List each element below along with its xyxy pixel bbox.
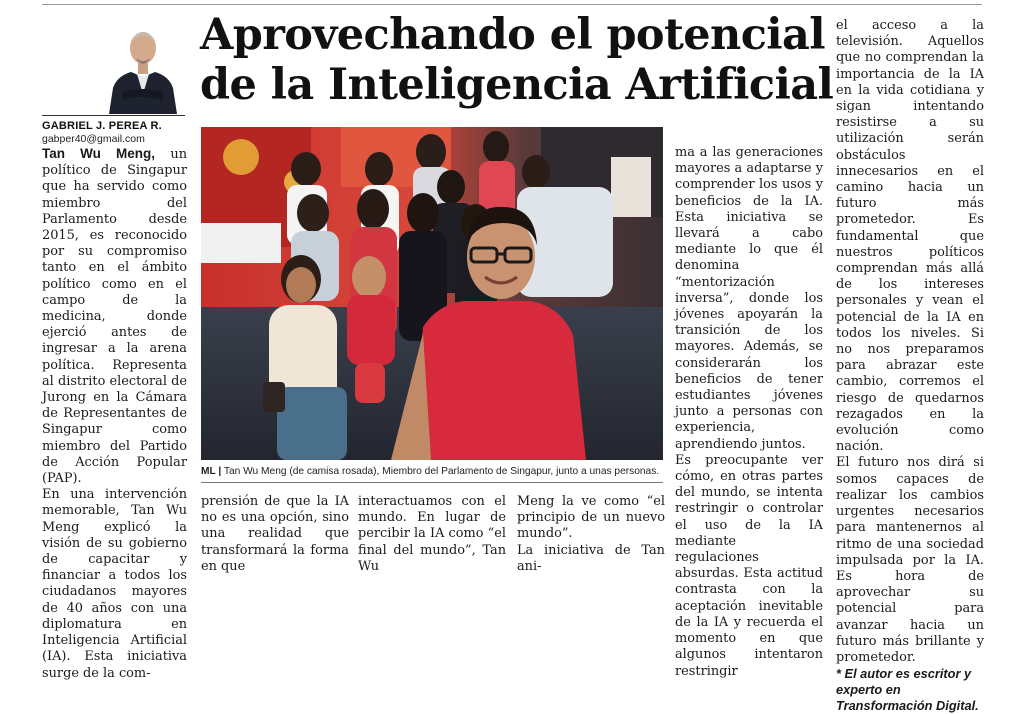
caption-text: Tan Wu Meng (de camisa rosada), Miembro del Parlamento de Singapur, junto a unas personas. (221, 466, 660, 477)
column3-text: interactuamos con el mundo. En lugar de percibir la IA como “el final del mundo”, Tan Wu (358, 494, 506, 574)
headline (200, 10, 834, 110)
column5-paragraph-1: ma a las generaciones mayores a adaptarse y comprender los usos y beneficios de la IA. Esta iniciativa se llevará a cabo mediante lo que él denomina “mentorización inversa”, donde los jóvenes apoyarán la transición de los mayores. Además, se considerarán los beneficios de tener estudiantes jóvenes junto a personas con experiencia, aprendiendo juntos. (675, 145, 823, 452)
headline-line-2: de la Inteligencia Artificial (200, 60, 834, 110)
author-name: GABRIEL J. PEREA R. (42, 120, 162, 132)
article-photo (201, 127, 663, 460)
column1-paragraph-1 (42, 146, 187, 487)
top-rule (42, 4, 982, 5)
article-column-5 (675, 145, 823, 680)
article-column-1 (42, 146, 187, 682)
article-column-4 (517, 494, 665, 575)
author-tagline: * El autor es escritor y experto en Transformación Digital. (836, 666, 979, 713)
column5-paragraph-2: Es preocupante ver cómo, en otras partes del mundo, se intenta restringir o controlar el uso de la IA mediante regulaciones absurdas. Esta actitud contrasta con la aceptación inevitable de la IA y recuerda el momento en que algunos intentaron restringir (675, 452, 823, 679)
article-column-3 (358, 494, 506, 575)
column1-text-1: un político de Singapur que ha servido como miembro del Parlamento desde 2015, es reconocido por su compromiso tanto en el ámbito político como en el campo de la medicina, donde ejerció antes de ingresar a la arena política. Representa al distrito electoral de Jurong en la Cámara de Representantes de Singapur como miembro del Partido de Acción Popular (PAP). (42, 147, 188, 487)
headline-line-1: Aprovechando el potencial (200, 10, 826, 60)
column2-text: prensión de que la IA no es una opción, sino una realidad que transformará la forma en que (201, 494, 349, 574)
photo-caption (201, 465, 663, 478)
column4-paragraph-2: La iniciativa de Tan ani- (517, 542, 665, 574)
lead-name: Tan Wu Meng, (42, 146, 155, 161)
article-column-6 (836, 18, 984, 714)
column6-paragraph-2: El futuro nos dirá si somos capaces de realizar los cambios urgentes necesarios para mantenernos al ritmo de una sociedad impulsada por la IA. Es hora de aprovechar su potencial para avanzar hacia un futuro más brillante y prometedor. (836, 455, 984, 665)
article-column-2 (201, 494, 349, 575)
author-email: gabper40@gmail.com (42, 133, 145, 145)
caption-tag: ML | (201, 466, 222, 477)
author-rule (42, 115, 185, 116)
column4-paragraph-1: Meng la ve como “el principio de un nuevo mundo”. (517, 494, 665, 542)
column6-paragraph-1: el acceso a la televisión. Aquellos que no comprendan la importancia de la IA en la vida cotidiana y sigan intentando resistirse a su utilización serán obstáculos innecesarios en el camino hacia un futuro más prometedor. Es fundamental que nuestros políticos comprendan más allá de los intereses personales y vean el potencial de la IA en todos los niveles. Si no nos preparamos para abrazar este cambio, corremos el riesgo de quedarnos rezagados en la evolución como nación. (836, 18, 984, 455)
author-photo (103, 14, 183, 114)
caption-rule (201, 482, 663, 483)
column1-paragraph-2: En una intervención memorable, Tan Wu Meng explicó la visión de su gobierno de capacitar y financiar a todos los ciudadanos mayores de 40 años con una diplomatura en Inteligencia Artificial (IA). Esta iniciativa surge de la com- (42, 487, 187, 681)
